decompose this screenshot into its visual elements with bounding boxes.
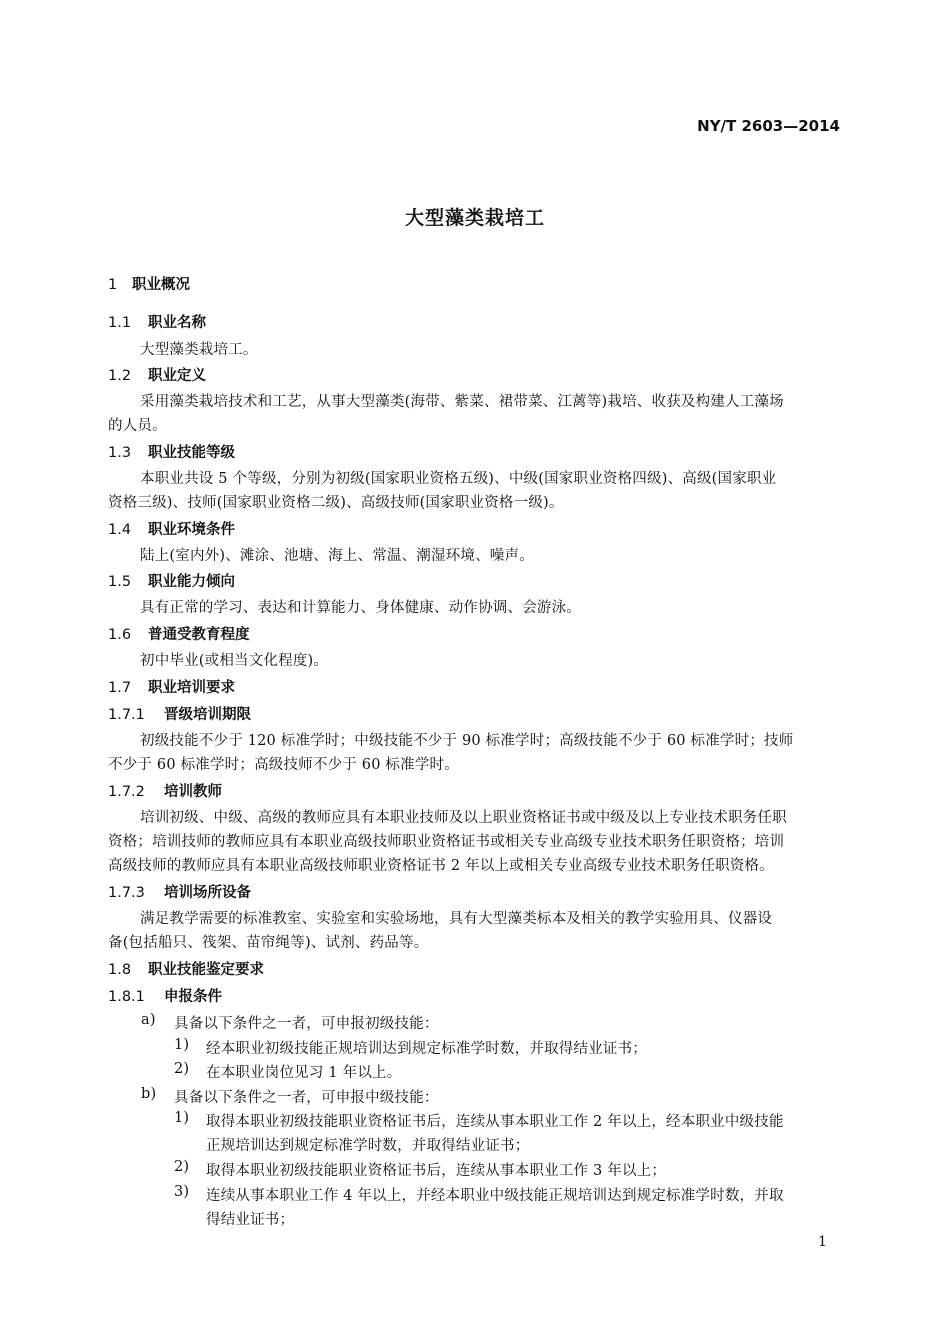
heading-text: 职业技能等级 bbox=[148, 445, 235, 461]
paragraph-line: 不少于 60 标准学时；高级技师不少于 60 标准学时。 bbox=[108, 757, 459, 773]
heading-1-7-1 bbox=[108, 703, 251, 724]
heading-number: 1.2 bbox=[108, 368, 132, 384]
heading-1-8-1 bbox=[108, 985, 222, 1006]
heading-1-7-3 bbox=[108, 881, 251, 902]
heading-text: 职业概况 bbox=[132, 277, 190, 293]
list-marker: a) bbox=[141, 1012, 156, 1028]
paragraph-line: 高级技师的教师应具有本职业高级技师职业资格证书 2 年以上或相关专业高级专业技术职务任职资格。 bbox=[108, 858, 774, 874]
list-item-text: 具备以下条件之一者，可申报初级技能： bbox=[174, 1016, 439, 1032]
heading-number: 1.7.2 bbox=[108, 784, 145, 800]
heading-number: 1.5 bbox=[108, 574, 132, 590]
paragraph-line: 采用藻类栽培技术和工艺，从事大型藻类(海带、紫菜、裙带菜、江蓠等)栽培、收获及构建人工藻场 bbox=[140, 394, 784, 410]
list-item-text: 具备以下条件之一者，可申报中级技能： bbox=[174, 1090, 439, 1106]
sublist-marker: 3) bbox=[174, 1184, 190, 1200]
paragraph-line: 备(包括船只、筏架、苗帘绳等)、试剂、药品等。 bbox=[108, 935, 429, 951]
standard-number: NY/T 2603—2014 bbox=[697, 117, 840, 135]
heading-text: 职业环境条件 bbox=[148, 522, 235, 538]
heading-text: 晋级培训期限 bbox=[164, 707, 251, 723]
paragraph-line: 初级技能不少于 120 标准学时；中级技能不少于 90 标准学时；高级技能不少于 60 标准学时；技师 bbox=[140, 733, 794, 749]
heading-1-3 bbox=[108, 441, 235, 462]
heading-text: 职业技能鉴定要求 bbox=[148, 962, 264, 978]
sublist-item-text: 正规培训达到规定标准学时数，并取得结业证书； bbox=[206, 1138, 530, 1154]
paragraph-line: 大型藻类栽培工。 bbox=[140, 342, 258, 358]
heading-text: 培训教师 bbox=[164, 784, 222, 800]
heading-text: 职业培训要求 bbox=[148, 680, 235, 696]
document-title: 大型藻类栽培工 bbox=[404, 207, 545, 229]
heading-text: 普通受教育程度 bbox=[148, 627, 250, 643]
heading-1 bbox=[108, 273, 190, 294]
heading-text: 申报条件 bbox=[164, 989, 222, 1005]
paragraph-line: 培训初级、中级、高级的教师应具有本职业技师及以上职业资格证书或中级及以上专业技术职务任职 bbox=[140, 810, 787, 826]
heading-text: 职业能力倾向 bbox=[148, 574, 235, 590]
heading-1-1 bbox=[108, 311, 206, 332]
heading-number: 1.8 bbox=[108, 962, 132, 978]
heading-text: 职业名称 bbox=[148, 315, 206, 331]
paragraph-line: 陆上(室内外)、滩涂、池塘、海上、常温、潮湿环境、噪声。 bbox=[140, 548, 534, 564]
heading-number: 1.1 bbox=[108, 315, 132, 331]
sublist-item-text: 连续从事本职业工作 4 年以上，并经本职业中级技能正规培训达到规定标准学时数，并取 bbox=[206, 1188, 784, 1204]
paragraph-line: 具有正常的学习、表达和计算能力、身体健康、动作协调、会游泳。 bbox=[140, 600, 581, 616]
heading-text: 职业定义 bbox=[148, 368, 206, 384]
heading-number: 1.7 bbox=[108, 680, 132, 696]
sublist-marker: 1) bbox=[174, 1037, 190, 1053]
heading-number: 1 bbox=[108, 277, 118, 293]
paragraph-line: 资格三级)、技师(国家职业资格二级)、高级技师(国家职业资格一级)。 bbox=[108, 495, 564, 511]
heading-number: 1.3 bbox=[108, 445, 132, 461]
heading-number: 1.8.1 bbox=[108, 989, 145, 1005]
heading-1-6 bbox=[108, 623, 250, 644]
paragraph-line: 资格；培训技师的教师应具有本职业高级技师职业资格证书或相关专业高级专业技术职务任职资格；培训 bbox=[108, 834, 785, 850]
heading-1-5 bbox=[108, 570, 235, 591]
list-marker: b) bbox=[141, 1086, 157, 1102]
heading-number: 1.6 bbox=[108, 627, 132, 643]
sublist-item-text: 取得本职业初级技能职业资格证书后，连续从事本职业工作 2 年以上，经本职业中级技能 bbox=[206, 1114, 784, 1130]
heading-1-8 bbox=[108, 958, 264, 979]
heading-1-7-2 bbox=[108, 780, 222, 801]
sublist-item-text: 在本职业岗位见习 1 年以上。 bbox=[206, 1065, 402, 1081]
heading-1-2 bbox=[108, 364, 206, 385]
heading-1-4 bbox=[108, 518, 235, 539]
sublist-item-text: 得结业证书； bbox=[206, 1212, 295, 1228]
sublist-marker: 2) bbox=[174, 1061, 190, 1077]
heading-number: 1.7.3 bbox=[108, 885, 145, 901]
sublist-item-text: 取得本职业初级技能职业资格证书后，连续从事本职业工作 3 年以上； bbox=[206, 1163, 667, 1179]
page-number: 1 bbox=[818, 1234, 827, 1250]
heading-text: 培训场所设备 bbox=[164, 885, 251, 901]
paragraph-line: 初中毕业(或相当文化程度)。 bbox=[140, 653, 329, 669]
heading-1-7 bbox=[108, 676, 235, 697]
paragraph-line: 的人员。 bbox=[108, 418, 167, 434]
sublist-marker: 2) bbox=[174, 1159, 190, 1175]
paragraph-line: 满足教学需要的标准教室、实验室和实验场地，具有大型藻类标本及相关的教学实验用具、仪器设 bbox=[140, 911, 773, 927]
paragraph-line: 本职业共设 5 个等级，分别为初级(国家职业资格五级)、中级(国家职业资格四级)、高级(国家职业 bbox=[140, 471, 777, 487]
sublist-item-text: 经本职业初级技能正规培训达到规定标准学时数，并取得结业证书； bbox=[206, 1041, 647, 1057]
heading-number: 1.7.1 bbox=[108, 707, 145, 723]
heading-number: 1.4 bbox=[108, 522, 132, 538]
sublist-marker: 1) bbox=[174, 1110, 190, 1126]
